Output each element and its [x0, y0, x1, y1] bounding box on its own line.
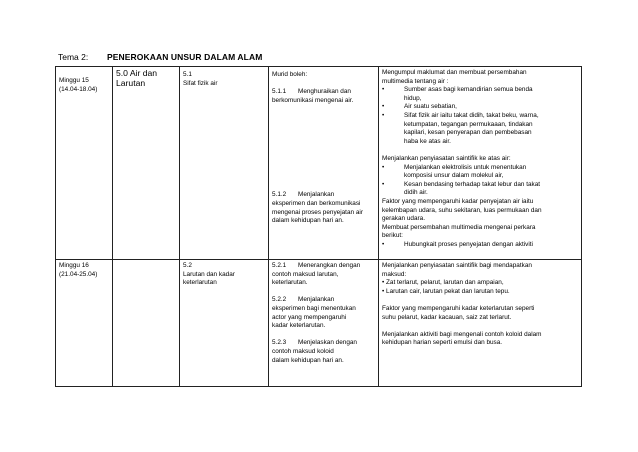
activity-text: kehidupan harian seperti emulsi dan busa. [382, 339, 503, 347]
bullet-continuation: kapilari, kesan penyerapan dan pembebasan [404, 129, 532, 137]
bullet-item: • Kesan bendasing terhadap takat lebur dan takat [382, 180, 541, 188]
standard-text: contoh maksud koloid [272, 347, 334, 355]
standard-text: keterlarutan. [272, 279, 308, 287]
topic-line: Larutan [116, 77, 146, 88]
standard-item: 5.1.1 Menghuraikan dan [272, 88, 351, 96]
standard-text: berkomunikasi mengenai air. [272, 96, 354, 104]
subtopic-code: 5.1 [183, 71, 192, 78]
activity-text: Menjalankan penyiasatan saintifik bagi mendapatkan [382, 262, 532, 269]
subtopic-cell [180, 67, 269, 260]
bullet-continuation: haba ke atas air. [404, 137, 451, 145]
bullet-item: • Menjalankan elektrolisis untuk menentukan [382, 163, 527, 171]
week-label: Minggu 15 [59, 77, 89, 84]
week-dates: (14.04-18.04) [59, 85, 98, 93]
table-row [56, 260, 582, 387]
activity-text: maksud: [382, 270, 407, 278]
standard-item: 5.2.2 Menjalankan [272, 296, 335, 304]
week-dates: (21.04-25.04) [59, 270, 98, 278]
subtopic-cell [180, 260, 269, 387]
activity-cell [379, 67, 582, 260]
bullet-item: • Sumber asas bagi kemandirian semua benda [382, 86, 533, 94]
standard-text: mengenai proses penyejatan air [272, 208, 363, 216]
week-cell [56, 260, 113, 387]
bullet-item: • Sifat fizik air iaitu takat didih, takat beku, warna, [382, 111, 539, 119]
standard-text: contoh maksud larutan, [272, 270, 339, 278]
standard-item: 5.2.1 Menerangkan dengan [272, 262, 361, 269]
standard-text: kadar keterlarutan. [272, 322, 326, 330]
activity-text: multimedia tentang air : [382, 77, 449, 85]
activity-text: Faktor yang mempengaruhi kadar keterlarutan seperti [382, 304, 535, 312]
activity-text: Menjalankan aktiviti bagi mengenali contoh koloid dalam [382, 330, 542, 338]
bullet-continuation: ketumpatan, tegangan permukaaan, tindakan [404, 120, 533, 128]
subtopic-code: 5.2 [183, 262, 192, 269]
standard-text: dalam kehidupan hari an. [272, 356, 344, 364]
standard-text: actor yang mempengaruhi [272, 313, 347, 321]
table-row [56, 67, 582, 260]
lesson-plan-table [55, 66, 582, 387]
standard-item: 5.2.3 Menjelaskan dengan [272, 339, 357, 347]
standard-item: 5.1.2 Menjalankan [272, 191, 335, 199]
subtopic-title: keterlarutan [183, 279, 217, 287]
learning-standard-cell [269, 67, 379, 260]
activity-text: suhu pelarut, kadar kacauan, saiz zat terlarut. [382, 313, 512, 321]
activity-text: gerakan udara. [382, 215, 425, 223]
topic-cell [113, 67, 180, 260]
week-cell [56, 67, 113, 260]
theme-title: PENEROKAAN UNSUR DALAM ALAM [107, 52, 263, 62]
topic-cell [113, 260, 180, 387]
murid-boleh-label: Murid boleh: [272, 71, 308, 78]
activity-cell [379, 260, 582, 387]
subtopic-title: Larutan dan kadar [183, 270, 235, 278]
bullet-item: • Zat terlarut, pelarut, larutan dan ampaian, [382, 279, 504, 287]
activity-text: berikut: [382, 232, 403, 240]
subtopic-title: Sifat fizik air [183, 79, 218, 87]
learning-standard-cell [269, 260, 379, 387]
standard-text: eksperimen bagi menentukan [272, 304, 356, 312]
bullet-continuation: hidup, [404, 94, 422, 102]
bullet-continuation: didih air. [404, 189, 428, 197]
bullet-item: • Hubungkait proses penyejatan dengan aktiviti [382, 240, 533, 248]
week-label: Minggu 16 [59, 262, 89, 269]
standard-text: eksperimen dan berkomunikasi [272, 199, 361, 207]
bullet-item: • Air suatu sebatian, [382, 103, 457, 111]
activity-text: Faktor yang mempengaruhi kadar penyejatan air iaitu [382, 197, 534, 205]
standard-text: dalam kehidupan hari an. [272, 217, 344, 225]
bullet-item: • Larutan cair, larutan pekat dan larutan tepu. [382, 287, 510, 295]
activity-text: Menjalankan penyiasatan saintifik ke atas air: [382, 154, 511, 162]
topic-line: 5.0 Air dan [116, 68, 158, 78]
activity-text: Mengumpul maklumat dan membuat persembahan [382, 69, 527, 76]
bullet-continuation: komposisi unsur dalam molekul air, [404, 172, 504, 180]
tema-label: Tema 2: [58, 52, 89, 62]
activity-text: kelembapan udara, suhu sekitaran, luas permukaan dan [382, 206, 542, 214]
activity-text: Membuat persembahan multimedia mengenai perkara [382, 223, 536, 231]
